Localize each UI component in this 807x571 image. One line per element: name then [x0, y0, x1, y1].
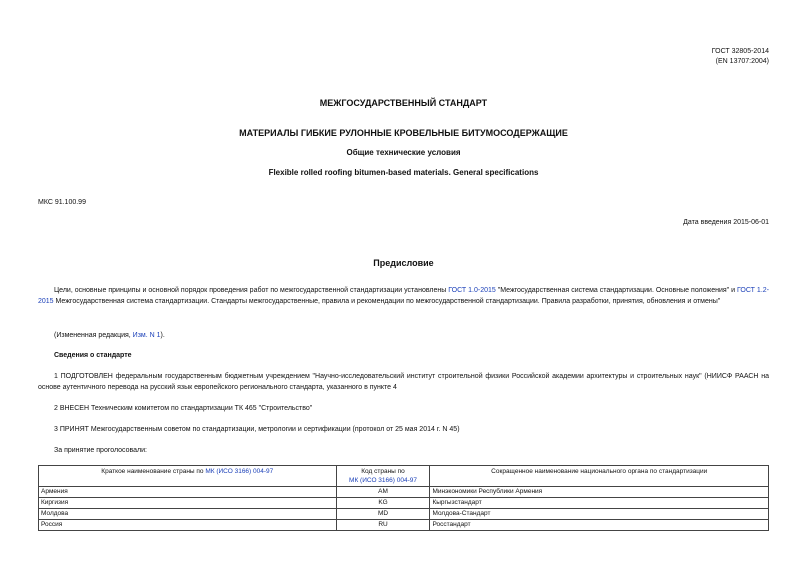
table-row [39, 498, 769, 509]
column-header-body: Сокращенное наименование национального органа по стандартизации [430, 466, 769, 487]
document-subtitle: Общие технические условия [346, 148, 461, 157]
table-row [39, 520, 769, 531]
p1-text-3: Межгосударственная система стандартизации. Стандарты межгосударственные, правила и рекомендации по межгосударственной стандартизации. Правила разработки, принятия, обновления и отмены" [53, 298, 721, 305]
code-cell: MD [336, 509, 430, 520]
country-cell: Армения [39, 487, 337, 498]
amendment-link[interactable]: Изм. N 1 [132, 332, 161, 339]
column-header-country: Краткое наименование страны по МК (ИСО 3166) 004-97 [39, 466, 337, 487]
code-cell: RU [336, 520, 430, 531]
intro-date: Дата введения 2015-06-01 [683, 219, 769, 226]
body-cell: Кыргызстандарт [430, 498, 769, 509]
document-title-en: Flexible rolled roofing bitumen-based materials. General specifications [268, 168, 539, 177]
standard-type: МЕЖГОСУДАРСТВЕННЫЙ СТАНДАРТ [319, 98, 488, 108]
designation-block [712, 47, 769, 67]
column-header-code: Код страны по МК (ИСО 3166) 004-97 [336, 466, 430, 487]
gost-number: ГОСТ 32805-2014 [711, 48, 769, 55]
p1-text-1: Цели, основные принципы и основной порядок проведения работ по межгосударственной стандартизации установлены [54, 287, 449, 294]
mk-iso-code-link[interactable]: МК (ИСО 3166) 004-97 [349, 477, 417, 484]
document-title: МАТЕРИАЛЫ ГИБКИЕ РУЛОННЫЕ КРОВЕЛЬНЫЕ БИТУМОСОДЕРЖАЩИЕ [239, 128, 568, 138]
code-cell: KG [336, 498, 430, 509]
voting-countries-table [38, 465, 769, 531]
mk-iso-link[interactable]: МК (ИСО 3166) 004-97 [205, 468, 274, 475]
edition-note [54, 330, 769, 341]
edition-text: (Измененная редакция, [54, 332, 133, 339]
body-cell: Минэкономики Республики Армения [430, 487, 769, 498]
voted-label: За принятие проголосовали: [54, 447, 147, 454]
table-row [39, 509, 769, 520]
mks-code: МКС 91.100.99 [38, 199, 86, 206]
body-cell: Молдова-Стандарт [430, 509, 769, 520]
foreword-heading: Предисловие [373, 258, 434, 268]
item-3-adopted: 3 ПРИНЯТ Межгосударственным советом по стандартизации, метрологии и сертификации (протокол от 25 мая 2014 г. N 45) [54, 426, 460, 433]
foreword-paragraph [38, 285, 769, 307]
item-2-introduced: 2 ВНЕСЕН Техническим комитетом по стандартизации ТК 465 "Строительство" [54, 405, 313, 412]
item-1-prepared: 1 ПОДГОТОВЛЕН федеральным государственным бюджетным учреждением "Научно-исследовательский институт строительной физики Российской академии архитектуры и строительных наук" (НИИСФ РААСН на основе аутентичного перевода на русский язык европейского регионального стандарта, указанного в пункте 4 [38, 373, 769, 391]
body-cell: Росстандарт [430, 520, 769, 531]
code-cell: AM [336, 487, 430, 498]
gost-1-0-link[interactable]: ГОСТ 1.0-2015 [448, 287, 496, 294]
edition-end: ). [160, 332, 165, 339]
country-cell: Молдова [39, 509, 337, 520]
en-number: (EN 13707:2004) [715, 58, 769, 65]
standard-info-heading: Сведения о стандарте [54, 352, 132, 359]
country-cell: Киргизия [39, 498, 337, 509]
table-row [39, 487, 769, 498]
p1-text-2: "Межгосударственная система стандартизации. Основные положения" и [495, 287, 738, 294]
country-cell: Россия [39, 520, 337, 531]
table-header-row [39, 466, 769, 487]
gost-1-2-link[interactable]: ГОСТ 1.2-2015 [38, 287, 769, 305]
